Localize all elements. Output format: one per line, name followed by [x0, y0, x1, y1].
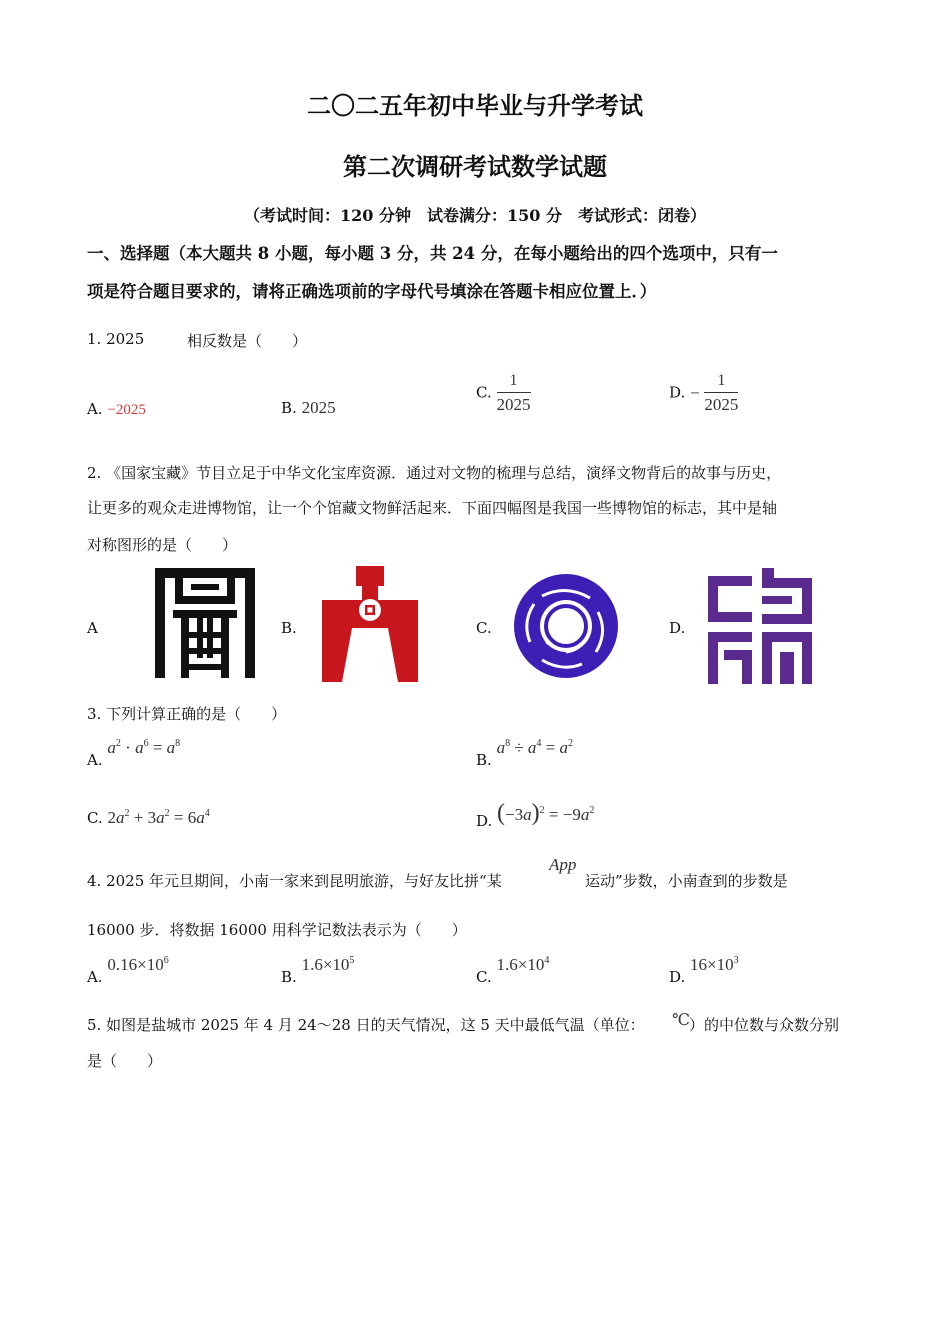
museum-logo-c[interactable] [512, 572, 620, 680]
museum-logo-b[interactable] [318, 566, 422, 682]
option-label: B. [281, 968, 297, 986]
museum-logo-a[interactable] [153, 566, 257, 680]
option-formula: $(-3a)^2 = -9a^2$ [497, 800, 595, 826]
option-formula: $a^2 \cdot a^6 = a^8$ [107, 738, 181, 757]
museum-logo-d[interactable] [708, 568, 812, 684]
q4-line1a: 4. 2025 年元旦期间，小南一家来到昆明旅游，与好友比拼“某 [87, 872, 502, 890]
numerator: 1 [704, 372, 738, 393]
option-formula: $1.6\times 10^5$ [301, 955, 355, 974]
q4-option-b[interactable] [281, 955, 354, 986]
section-heading-line2: 项是符合题目要求的，请将正确选项前的字母代号填涂在答题卡相应位置上．） [87, 282, 657, 301]
q1-option-c[interactable] [476, 372, 531, 415]
option-label: D. [476, 812, 493, 830]
option-label: B. [476, 751, 492, 769]
q2-option-a-label[interactable]: A [87, 619, 98, 637]
denominator: 2025 [496, 395, 531, 414]
option-label: C. [87, 809, 103, 827]
q2-option-b-label[interactable]: B. [281, 619, 297, 637]
q4-line1b: 运动”步数，小南查到的步数是 [585, 872, 788, 890]
option-label: A. [87, 751, 103, 769]
option-formula: $16\times 10^3$ [690, 955, 739, 974]
option-label: A. [87, 968, 103, 986]
q3-stem: 3. 下列计算正确的是（ ） [87, 705, 287, 723]
q2-line2: 让更多的观众走进博物馆，让一个个馆藏文物鲜活起来．下面四幅图是我国一些博物馆的标志，其中是轴 [87, 499, 778, 517]
option-label: B. [281, 399, 297, 417]
q1-number: 1. 2025 [87, 330, 145, 348]
q4-app-term: App [549, 855, 577, 874]
q2-line3: 对称图形的是（ ） [87, 536, 238, 554]
option-formula: $1.6\times 10^4$ [496, 955, 550, 974]
fraction [704, 372, 738, 415]
section-heading-line1: 一、选择题（本大题共 8 小题，每小题 3 分，共 24 分，在每小题给出的四个选项中，只有一 [87, 244, 778, 263]
q1-option-b[interactable] [281, 398, 336, 418]
q3-option-b[interactable] [476, 738, 573, 769]
q2-option-c-label[interactable]: C. [476, 619, 492, 637]
q4-option-d[interactable] [669, 955, 739, 986]
q1-option-a[interactable] [87, 400, 146, 419]
option-label: C. [476, 383, 492, 402]
q1-option-d[interactable] [669, 372, 738, 415]
denominator: 2025 [704, 395, 739, 414]
option-formula: $0.16\times 10^6$ [107, 955, 169, 974]
q3-option-c[interactable] [87, 808, 210, 828]
q4-option-a[interactable] [87, 955, 169, 986]
q2-line1: 2. 《国家宝藏》节目立足于中华文化宝库资源．通过对文物的梳理与总结，演绎文物背后的故事与历史， [87, 464, 782, 482]
option-label: C. [476, 968, 492, 986]
exam-title: 二〇二五年初中毕业与升学考试 [307, 91, 643, 120]
minus-sign: − [690, 383, 700, 403]
option-formula: $a^8 \div a^4 = a^2$ [496, 738, 574, 757]
q3-option-a[interactable] [87, 738, 180, 769]
q5-line1b: ）的中位数与众数分别 [689, 1016, 840, 1034]
option-value: −2025 [107, 402, 146, 418]
q5-line2: 是（ ） [87, 1052, 163, 1070]
q5-line1a: 5. 如图是盐城市 2025 年 4 月 24～28 日的天气情况，这 5 天中最低气温（单位： [87, 1016, 645, 1034]
q2-option-d-label[interactable]: D. [669, 619, 686, 637]
option-value: 2025 [301, 398, 336, 417]
q4-line2: 16000 步．将数据 16000 用科学记数法表示为（ ） [87, 921, 467, 939]
q1-stem: 相反数是（ ） [187, 332, 308, 350]
exam-info: （考试时间：120 分钟 试卷满分：150 分 考试形式：闭卷） [244, 206, 706, 225]
option-label: A. [87, 400, 103, 418]
fraction [497, 372, 531, 415]
numerator: 1 [497, 372, 531, 393]
option-formula: $2a^2 + 3a^2 = 6a^4$ [107, 808, 210, 827]
exam-subtitle: 第二次调研考试数学试题 [343, 152, 607, 181]
option-label: D. [669, 968, 686, 986]
q5-unit: ℃ [672, 1012, 690, 1029]
q4-option-c[interactable] [476, 955, 549, 986]
q3-option-d[interactable] [476, 800, 594, 830]
option-label: D. [669, 383, 686, 402]
